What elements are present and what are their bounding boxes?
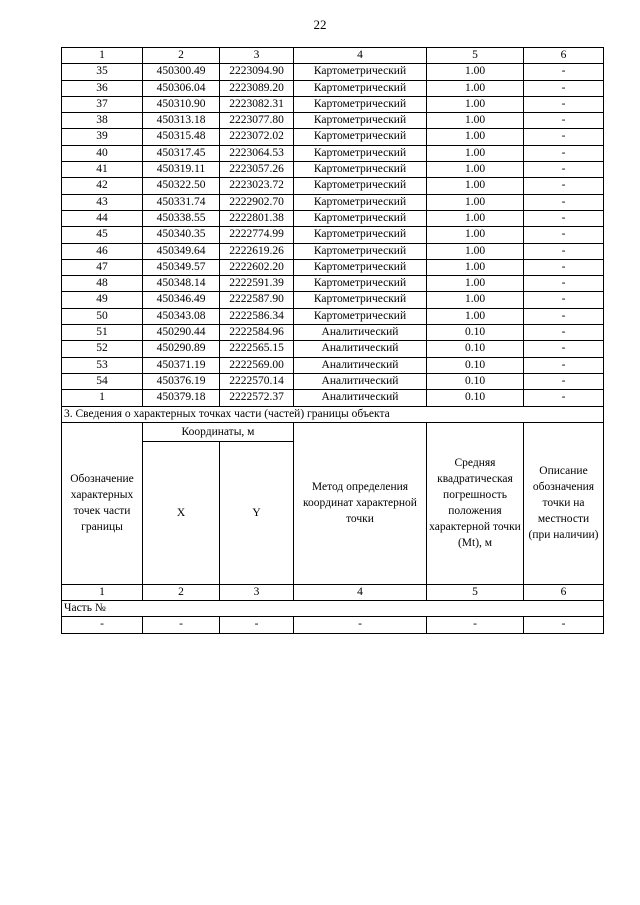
table-cell: 450317.45 [143, 145, 220, 161]
table-cell: 450315.48 [143, 129, 220, 145]
table-cell: 2222902.70 [220, 194, 294, 210]
table-cell: Картометрический [294, 96, 427, 112]
table-cell: 450348.14 [143, 276, 220, 292]
table-cell: 2223094.90 [220, 64, 294, 80]
table-cell: - [524, 178, 604, 194]
table-cell: 450310.90 [143, 96, 220, 112]
table-cell: 1.00 [427, 276, 524, 292]
table-cell: - [524, 373, 604, 389]
table-cell: 2223057.26 [220, 162, 294, 178]
table-cell: - [143, 617, 220, 633]
column-number-row [62, 48, 604, 64]
table-cell: - [524, 325, 604, 341]
table-cell: Картометрический [294, 178, 427, 194]
page-number: 22 [313, 17, 327, 32]
col-number: 4 [294, 584, 427, 600]
table-cell: - [427, 617, 524, 633]
table-cell: 450290.89 [143, 341, 220, 357]
table-cell: Картометрический [294, 227, 427, 243]
table-cell: - [524, 341, 604, 357]
table-cell: 0.10 [427, 325, 524, 341]
table-cell: 41 [62, 162, 143, 178]
table-cell: 450290.44 [143, 325, 220, 341]
table-cell: 2222587.90 [220, 292, 294, 308]
table-row [62, 210, 604, 226]
table-cell: 1.00 [427, 80, 524, 96]
table-row [62, 276, 604, 292]
table-cell: Картометрический [294, 259, 427, 275]
table-cell: 43 [62, 194, 143, 210]
table-cell: 1.00 [427, 145, 524, 161]
table-cell: 1 [62, 390, 143, 406]
table-cell: 1.00 [427, 210, 524, 226]
table-row [62, 357, 604, 373]
table-cell: 0.10 [427, 373, 524, 389]
table-cell: - [524, 357, 604, 373]
col-number: 4 [294, 48, 427, 64]
table-cell: 38 [62, 113, 143, 129]
section3-column-number-row [62, 584, 604, 600]
table-cell: - [524, 617, 604, 633]
table-row [62, 292, 604, 308]
part-row [62, 601, 604, 617]
table-cell: 450349.57 [143, 259, 220, 275]
header-method: Метод определения координат характерной точки [294, 422, 427, 584]
table-cell: Картометрический [294, 113, 427, 129]
table-row [62, 243, 604, 259]
table-cell: - [524, 390, 604, 406]
table-cell: 40 [62, 145, 143, 161]
table-cell: 53 [62, 357, 143, 373]
table-cell: 44 [62, 210, 143, 226]
section3-title-row [62, 406, 604, 422]
table-cell: 450300.49 [143, 64, 220, 80]
table-row [62, 129, 604, 145]
table-cell: - [524, 308, 604, 324]
col-number: 3 [220, 48, 294, 64]
table-cell: 2222572.37 [220, 390, 294, 406]
table-row [62, 390, 604, 406]
table-cell: 1.00 [427, 162, 524, 178]
table-cell: 450338.55 [143, 210, 220, 226]
table-cell: 2222774.99 [220, 227, 294, 243]
table-cell: - [524, 113, 604, 129]
table-row [62, 227, 604, 243]
table-cell: - [220, 617, 294, 633]
table-cell: 0.10 [427, 357, 524, 373]
table-cell: Аналитический [294, 390, 427, 406]
header-description: Описание обозначения точки на местности (при наличии) [524, 422, 604, 584]
header-error: Средняя квадратическая погрешность положения характерной точки (Mt), м [427, 422, 524, 584]
part-label: Часть № [62, 601, 604, 617]
table-cell: 1.00 [427, 308, 524, 324]
col-number: 5 [427, 48, 524, 64]
table-cell: 450346.49 [143, 292, 220, 308]
table-cell: Картометрический [294, 162, 427, 178]
table-cell: Картометрический [294, 276, 427, 292]
table-cell: Картометрический [294, 210, 427, 226]
header-y: Y [220, 441, 294, 584]
table-cell: 2222591.39 [220, 276, 294, 292]
table-cell: - [524, 145, 604, 161]
points-table [61, 47, 604, 634]
table-cell: Картометрический [294, 80, 427, 96]
table-cell: 2223089.20 [220, 80, 294, 96]
header-x: X [143, 441, 220, 584]
table-cell: 450349.64 [143, 243, 220, 259]
empty-row [62, 617, 604, 633]
table-cell: - [524, 129, 604, 145]
table-row [62, 341, 604, 357]
table-cell: 50 [62, 308, 143, 324]
table-cell: 450306.04 [143, 80, 220, 96]
table-cell: 2222619.26 [220, 243, 294, 259]
table-cell: - [524, 80, 604, 96]
table-cell: - [294, 617, 427, 633]
table-cell: Картометрический [294, 145, 427, 161]
table-row [62, 96, 604, 112]
col-number: 3 [220, 584, 294, 600]
section3-title: 3. Сведения о характерных точках части (частей) границы объекта [62, 406, 604, 422]
table-cell: 2223077.80 [220, 113, 294, 129]
header-coordinates: Координаты, м [143, 422, 294, 441]
table-cell: 47 [62, 259, 143, 275]
table-cell: - [524, 96, 604, 112]
table-row [62, 194, 604, 210]
table-cell: 450371.19 [143, 357, 220, 373]
table-cell: 1.00 [427, 243, 524, 259]
table-cell: - [524, 243, 604, 259]
table-cell: 2223072.02 [220, 129, 294, 145]
table-cell: 450343.08 [143, 308, 220, 324]
table-cell: 1.00 [427, 113, 524, 129]
table-row [62, 308, 604, 324]
table-cell: Картометрический [294, 308, 427, 324]
section3-header-row [62, 422, 604, 441]
table-row [62, 162, 604, 178]
table-row [62, 113, 604, 129]
table-cell: 1.00 [427, 259, 524, 275]
table-cell: 450319.11 [143, 162, 220, 178]
col-number: 6 [524, 48, 604, 64]
table-row [62, 325, 604, 341]
table-cell: 45 [62, 227, 143, 243]
table-cell: 42 [62, 178, 143, 194]
table-cell: 2222586.34 [220, 308, 294, 324]
table-cell: Картометрический [294, 64, 427, 80]
table-cell: 2222602.20 [220, 259, 294, 275]
table-cell: 52 [62, 341, 143, 357]
header-point-designation: Обозначение характерных точек части границы [62, 422, 143, 584]
table-cell: 39 [62, 129, 143, 145]
table-cell: - [524, 227, 604, 243]
table-row [62, 145, 604, 161]
table-cell: Аналитический [294, 325, 427, 341]
table-cell: 1.00 [427, 194, 524, 210]
table-cell: - [524, 210, 604, 226]
table-cell: 2223064.53 [220, 145, 294, 161]
col-number: 1 [62, 48, 143, 64]
table-cell: 1.00 [427, 178, 524, 194]
table-cell: 2222584.96 [220, 325, 294, 341]
table-cell: 450331.74 [143, 194, 220, 210]
col-number: 2 [143, 48, 220, 64]
table-cell: - [524, 276, 604, 292]
table-cell: 2222569.00 [220, 357, 294, 373]
table-cell: 2222565.15 [220, 341, 294, 357]
table-cell: Картометрический [294, 292, 427, 308]
table-cell: Аналитический [294, 373, 427, 389]
table-cell: Картометрический [294, 243, 427, 259]
table-cell: 54 [62, 373, 143, 389]
table-cell: 48 [62, 276, 143, 292]
table-cell: 2222570.14 [220, 373, 294, 389]
table-row [62, 64, 604, 80]
table-cell: - [62, 617, 143, 633]
table-cell: 1.00 [427, 64, 524, 80]
table-cell: 450322.50 [143, 178, 220, 194]
table-row [62, 259, 604, 275]
table-cell: - [524, 64, 604, 80]
table-cell: 0.10 [427, 341, 524, 357]
table-cell: 36 [62, 80, 143, 96]
table-cell: - [524, 162, 604, 178]
table-row [62, 80, 604, 96]
table-cell: Картометрический [294, 129, 427, 145]
table-cell: 2222801.38 [220, 210, 294, 226]
table-cell: 450376.19 [143, 373, 220, 389]
col-number: 1 [62, 584, 143, 600]
table-cell: 450313.18 [143, 113, 220, 129]
table-row [62, 178, 604, 194]
col-number: 2 [143, 584, 220, 600]
table-cell: 450379.18 [143, 390, 220, 406]
table-cell: Аналитический [294, 357, 427, 373]
table-cell: 35 [62, 64, 143, 80]
table-cell: 1.00 [427, 292, 524, 308]
table-cell: 1.00 [427, 227, 524, 243]
table-cell: 49 [62, 292, 143, 308]
table-cell: 2223082.31 [220, 96, 294, 112]
table-cell: - [524, 194, 604, 210]
table-cell: Аналитический [294, 341, 427, 357]
table-cell: 51 [62, 325, 143, 341]
table-cell: 1.00 [427, 96, 524, 112]
table-cell: 450340.35 [143, 227, 220, 243]
table-cell: 37 [62, 96, 143, 112]
table-cell: 1.00 [427, 129, 524, 145]
table-cell: Картометрический [294, 194, 427, 210]
table-row [62, 373, 604, 389]
col-number: 5 [427, 584, 524, 600]
table-cell: 2223023.72 [220, 178, 294, 194]
table-cell: 0.10 [427, 390, 524, 406]
col-number: 6 [524, 584, 604, 600]
table-cell: 46 [62, 243, 143, 259]
table-cell: - [524, 292, 604, 308]
table-cell: - [524, 259, 604, 275]
